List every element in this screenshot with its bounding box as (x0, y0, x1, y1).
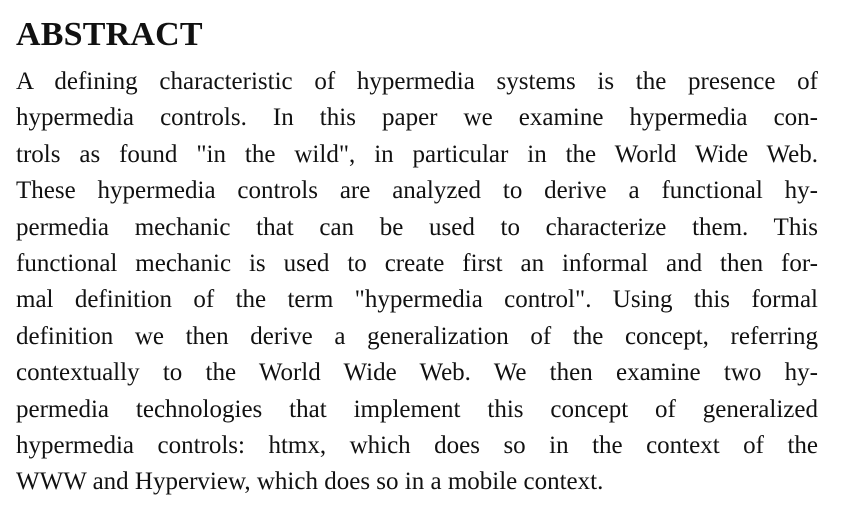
abstract-line-6: functional mechanic is used to create first an informal and then for- (16, 249, 818, 277)
abstract-line-2: hypermedia controls. In this paper we examine hypermedia con- (16, 104, 818, 132)
abstract-line-11: hypermedia controls: htmx, which does so in the context of the (16, 431, 818, 459)
paper-page (16, 0, 818, 522)
abstract-line-9: contextually to the World Wide Web. We then examine two hy- (16, 359, 818, 387)
abstract-line-10: permedia technologies that implement this concept of generalized (16, 395, 818, 423)
abstract-line-3: trols as found "in the wild", in particular in the World Wide Web. (16, 140, 818, 168)
abstract-line-5: permedia mechanic that can be used to characterize them. This (16, 213, 818, 241)
abstract-line-4: These hypermedia controls are analyzed to derive a functional hy- (16, 177, 818, 205)
abstract-line-1: A defining characteristic of hypermedia systems is the presence of (16, 68, 818, 95)
abstract-heading: ABSTRACT (16, 16, 203, 53)
abstract-line-8: definition we then derive a generalization of the concept, referring (16, 322, 818, 350)
abstract-line-7: mal definition of the term "hypermedia control". Using this formal (16, 286, 818, 314)
abstract-body (16, 64, 818, 501)
abstract-line-12: WWW and Hyperview, which does so in a mobile context. (16, 468, 604, 496)
